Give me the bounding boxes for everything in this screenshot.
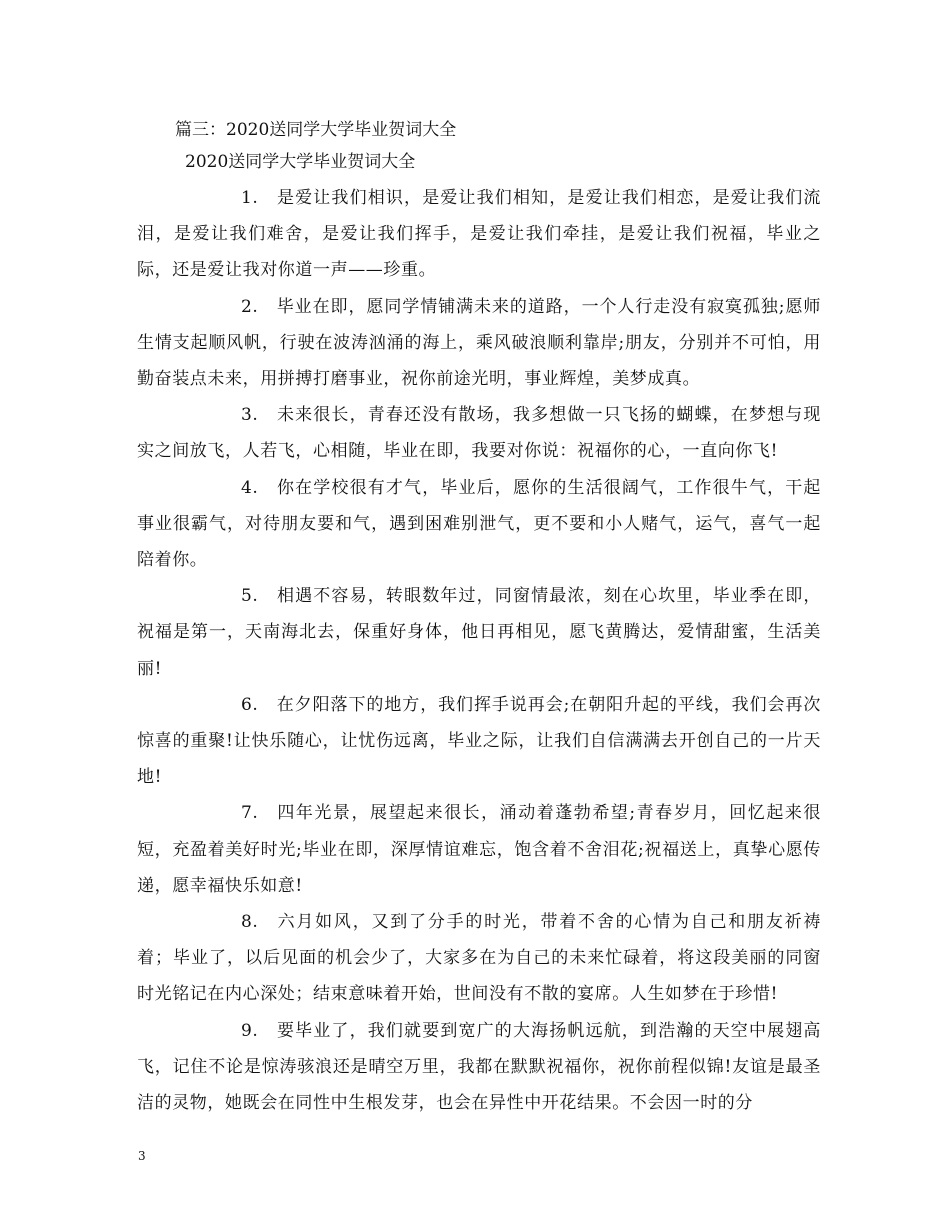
item-number: 4.: [241, 477, 259, 498]
item-text: 相遇不容易，转眼数年过，同窗情最浓，刻在心坎里，毕业季在即，祝福是第一，天南海北去，保重好身体，他日再相见，愿飞黄腾达，爱情甜蜜，生活美丽!: [137, 586, 821, 679]
list-item: [137, 687, 821, 796]
list-item: [137, 904, 821, 1013]
item-number: 8.: [241, 912, 259, 933]
list-item: [137, 1013, 821, 1122]
item-text: 是爱让我们相识，是爱让我们相知，是爱让我们相恋，是爱让我们流泪，是爱让我们难舍，是爱让我们挥手，是爱让我们牵挂，是爱让我们祝福，毕业之际，还是爱让我对你道一声——珍重。: [137, 188, 821, 281]
item-text: 毕业在即，愿同学情铺满未来的道路，一个人行走没有寂寞孤独;愿师生情支起顺风帆，行驶在波涛汹涌的海上，乘风破浪顺利靠岸;朋友，分别并不可怕，用勤奋装点未来，用拼搏打磨事业，祝你前途光明，事业辉煌，美梦成真。: [137, 296, 821, 390]
item-text: 六月如风，又到了分手的时光，带着不舍的心情为自己和朋友祈祷着；毕业了，以后见面的机会少了，大家多在为自己的未来忙碌着，将这段美丽的同窗时光铭记在内心深处；结束意味着开始，世间没有不散的宴席。人生如梦在于珍惜!: [137, 912, 821, 1005]
item-number: 3.: [241, 405, 259, 426]
list-item: [137, 795, 821, 904]
section-title: 篇三：2020送同学大学毕业贺词大全: [175, 120, 457, 140]
list-item: [137, 180, 821, 289]
item-text: 四年光景，展望起来很长，涌动着蓬勃希望;青春岁月，回忆起来很短，充盈着美好时光;毕业在即，深厚情谊难忘，饱含着不舍泪花;祝福送上，真挚心愿传递，愿幸福快乐如意!: [137, 803, 821, 896]
item-number: 7.: [241, 803, 259, 824]
item-text: 在夕阳落下的地方，我们挥手说再会;在朝阳升起的平线，我们会再次惊喜的重聚!让快乐随心，让忧伤远离，毕业之际，让我们自信满满去开创自己的一片天地!: [137, 694, 821, 788]
item-number: 2.: [241, 296, 259, 317]
item-number: 5.: [241, 586, 259, 607]
document-title: 2020送同学大学毕业贺词大全: [185, 152, 416, 172]
item-text: 未来很长，青春还没有散场，我多想做一只飞扬的蝴蝶，在梦想与现实之间放飞，人若飞，心相随，毕业在即，我要对你说：祝福你的心，一直向你飞!: [137, 405, 821, 462]
document-body: [137, 180, 821, 1121]
item-number: 1.: [241, 188, 259, 208]
list-item: [137, 289, 821, 398]
item-text: 你在学校很有才气，毕业后，愿你的生活很阔气，工作很牛气，干起事业很霸气，对待朋友要和气，遇到困难别泄气，更不要和小人赌气，运气，喜气一起陪着你。: [137, 477, 821, 571]
list-item: [137, 578, 821, 687]
list-item: [137, 397, 821, 469]
page-number: 3: [138, 1149, 146, 1163]
item-text: 要毕业了，我们就要到宽广的大海扬帆远航，到浩瀚的天空中展翅高飞，记住不论是惊涛骇浪还是晴空万里，我都在默默祝福你，祝你前程似锦!友谊是最圣洁的灵物，她既会在同性中生根发芽，也会在异性中开花结果。不会因一时的分: [137, 1020, 821, 1114]
item-number: 9.: [241, 1020, 259, 1041]
item-number: 6.: [241, 694, 259, 715]
list-item: [137, 470, 821, 579]
